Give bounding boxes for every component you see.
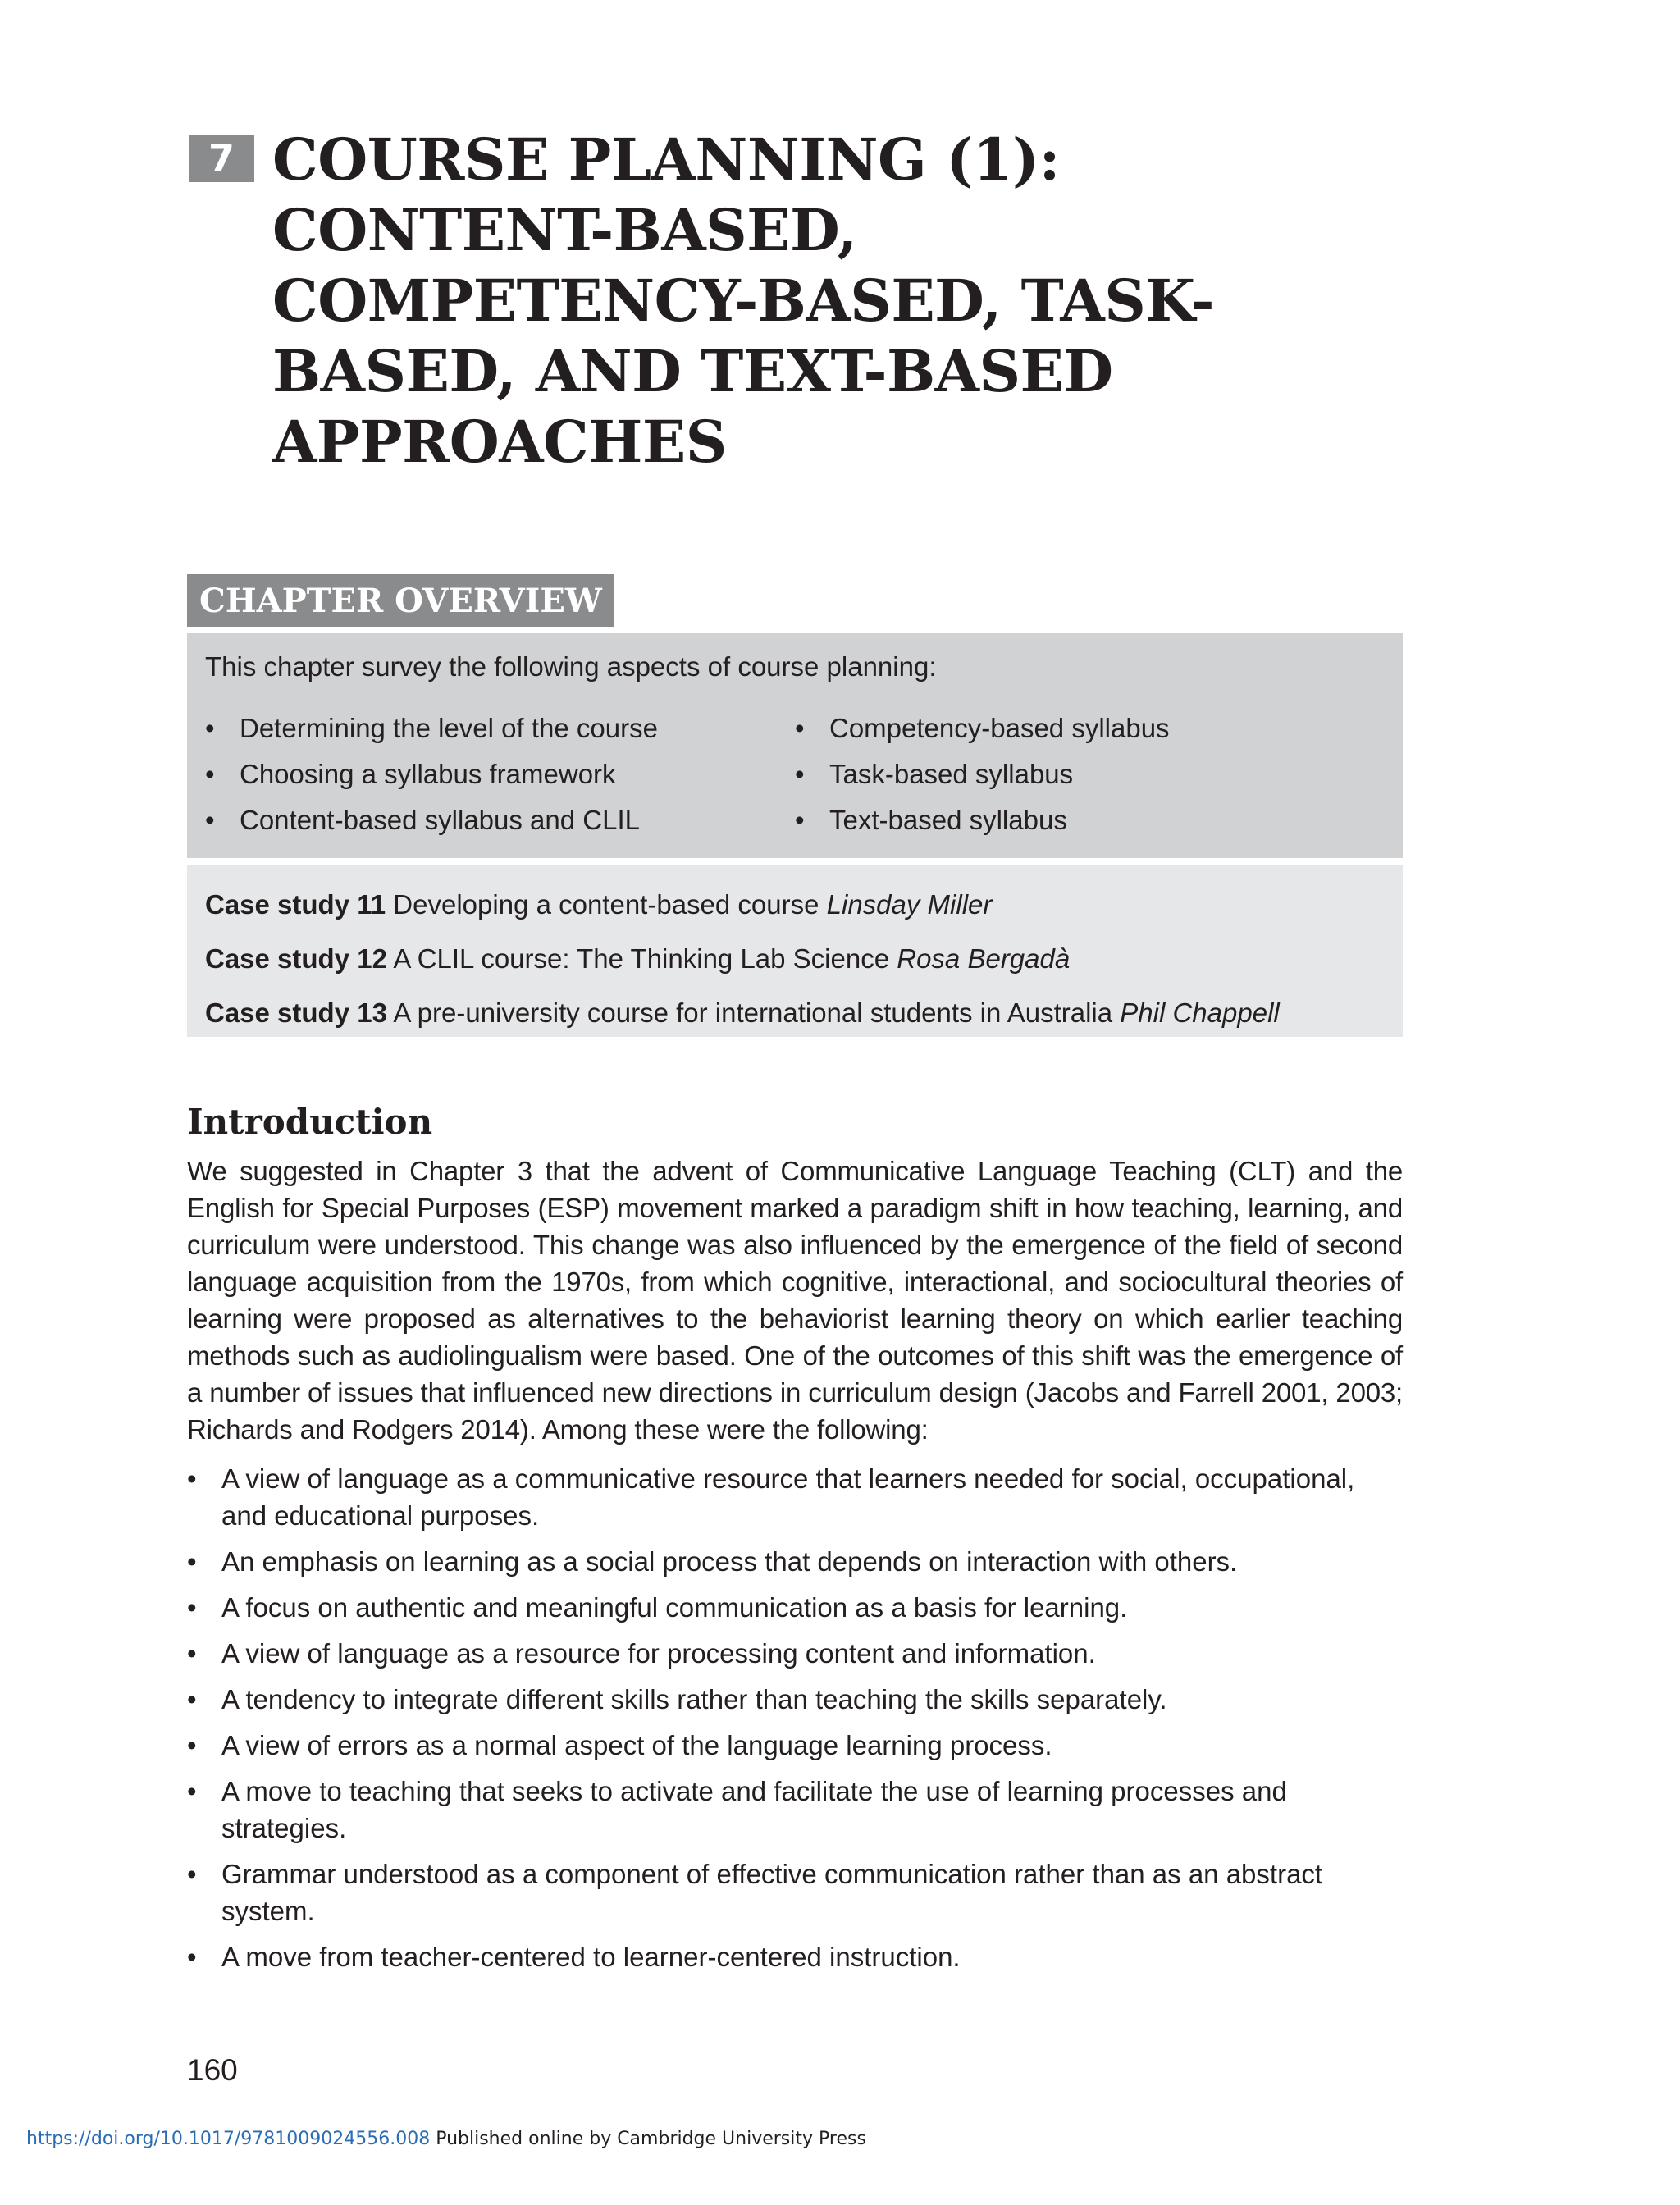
case-study-label: Case study 11 [205, 889, 386, 920]
overview-columns [205, 705, 1385, 843]
overview-intro: This chapter survey the following aspects of course planning: [205, 651, 937, 682]
page-number: 160 [187, 2053, 238, 2087]
footer [26, 2127, 866, 2152]
case-studies-box [187, 865, 1403, 1037]
list-item: • A move to teaching that seeks to activate and facilitate the use of learning processes and strategies. [187, 1773, 1403, 1847]
overview-item: • Competency-based syllabus [795, 705, 1385, 751]
case-study-title: A CLIL course: The Thinking Lab Science [393, 943, 890, 974]
overview-list-left [205, 705, 795, 843]
list-item: • A focus on authentic and meaningful communication as a basis for learning. [187, 1589, 1403, 1626]
case-study-title: A pre-university course for international students in Australia [393, 998, 1113, 1028]
list-item: • A tendency to integrate different skills rather than teaching the skills separately. [187, 1681, 1403, 1718]
introduction-bullet-list [187, 1460, 1403, 1984]
introduction-paragraph: We suggested in Chapter 3 that the advent of Communicative Language Teaching (CLT) and the English for Special Purposes (ESP) movement marked a paradigm shift in how teaching, learning, and curriculum were understood. This change was also influenced by the emergence of the field of second language acquisition from the 1970s, from which cognitive, interactional, and sociocultural theories of learning were proposed as alternatives to the behaviorist learning theory on which earlier teaching methods such as audiolingualism were based. One of the outcomes of this shift was the emergence of a number of issues that influenced new directions in curriculum design (Jacobs and Farrell 2001, 2003; Richards and Rodgers 2014). Among these were the following: [187, 1156, 1403, 1445]
overview-item: • Choosing a syllabus framework [205, 751, 795, 797]
list-item: • A view of language as a resource for processing content and information. [187, 1635, 1403, 1672]
list-item: • An emphasis on learning as a social process that depends on interaction with others. [187, 1543, 1403, 1580]
case-study-13 [205, 986, 1385, 1040]
list-item: • Grammar understood as a component of effective communication rather than as an abstract system. [187, 1856, 1403, 1929]
case-study-12 [205, 932, 1385, 986]
overview-item: • Text-based syllabus [795, 797, 1385, 843]
overview-list-right [795, 705, 1385, 843]
list-item: • A view of errors as a normal aspect of the language learning process. [187, 1727, 1403, 1764]
case-study-title: Developing a content-based course [393, 889, 819, 920]
case-study-11 [205, 878, 1385, 932]
introduction-heading: Introduction [187, 1102, 433, 1142]
case-study-label: Case study 13 [205, 998, 387, 1028]
case-study-author: Phil Chappell [1120, 998, 1280, 1028]
case-study-author: Rosa Bergadà [897, 943, 1071, 974]
chapter-number: 7 [189, 135, 254, 182]
chapter-overview-tab: CHAPTER OVERVIEW [187, 574, 614, 627]
overview-item: • Task-based syllabus [795, 751, 1385, 797]
overview-item: • Content-based syllabus and CLIL [205, 797, 795, 843]
case-study-author: Linsday Miller [826, 889, 993, 920]
case-study-label: Case study 12 [205, 943, 387, 974]
doi-link[interactable]: https://doi.org/10.1017/9781009024556.008 [26, 2129, 431, 2149]
list-item: • A view of language as a communicative resource that learners needed for social, occupational, and educational purposes. [187, 1460, 1403, 1534]
overview-item: • Determining the level of the course [205, 705, 795, 751]
chapter-title: COURSE PLANNING (1): CONTENT-BASED, COMPETENCY-BASED, TASK-BASED, AND TEXT-BASED APPROACHES [272, 126, 1215, 476]
chapter-overview-box [187, 633, 1403, 858]
publisher-note: Published online by Cambridge University Press [430, 2129, 866, 2149]
list-item: • A move from teacher-centered to learner-centered instruction. [187, 1938, 1403, 1975]
